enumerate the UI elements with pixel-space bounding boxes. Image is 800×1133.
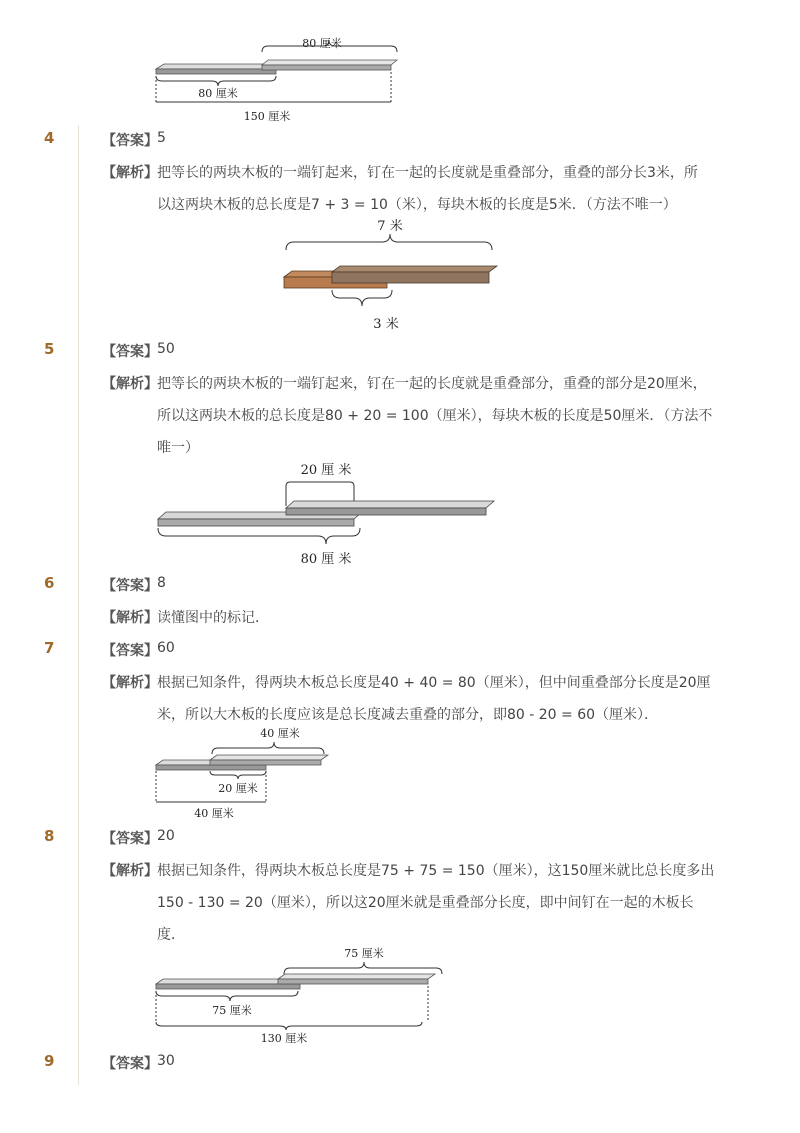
- analysis-label: 【解析】: [102, 165, 158, 181]
- left-rule: [78, 125, 79, 1085]
- top-fig-label-mid: 80 厘米: [198, 87, 238, 100]
- analysis-label: 【解析】: [102, 376, 158, 392]
- answer-label: 【答案】: [102, 831, 158, 847]
- item-number: 5: [44, 340, 55, 358]
- item-number: 4: [44, 129, 55, 147]
- item5-label-top: 20 厘 米: [300, 463, 352, 478]
- answer-value: 50: [157, 341, 175, 357]
- analysis-line: 把等长的两块木板的一端钉起来，钉在一起的长度就是重叠部分，重叠的部分是20厘米，: [157, 376, 707, 392]
- top-fig-label-bottom: 150 厘米: [243, 110, 291, 123]
- item-number: 9: [44, 1052, 55, 1070]
- analysis-line: 以这两块木板的总长度是7 + 3 = 10（米），每块木板的长度是5米．（方法不唯一）: [157, 197, 677, 213]
- analysis-line: 米，所以大木板的长度应该是总长度减去重叠的部分，即80 - 20 = 60（厘米）．: [157, 707, 659, 723]
- analysis-line: 度．: [157, 927, 185, 943]
- item8-label-bottom: 130 厘米: [260, 1032, 308, 1045]
- analysis-line: 读懂图中的标记．: [157, 610, 269, 626]
- answer-value: 8: [157, 575, 166, 591]
- item5-label-bottom: 80 厘 米: [300, 552, 352, 567]
- item5-board-figure: [152, 456, 502, 572]
- answer-label: 【答案】: [102, 643, 158, 659]
- answer-value: 30: [157, 1053, 175, 1069]
- top-fig-label-top: 80 厘米: [302, 37, 342, 50]
- answer-label: 【答案】: [102, 1056, 158, 1072]
- answer-value: 5: [157, 130, 166, 146]
- item7-label-top: 40 厘米: [260, 727, 300, 740]
- answer-value: 60: [157, 640, 175, 656]
- analysis-line: 唯一）: [157, 440, 199, 456]
- answer-label: 【答案】: [102, 344, 158, 360]
- answer-value: 20: [157, 828, 175, 844]
- item-number: 8: [44, 827, 55, 845]
- item-number: 7: [44, 639, 55, 657]
- analysis-line: 根据已知条件，得两块木板总长度是40 + 40 = 80（厘米），但中间重叠部分长度是20厘: [157, 675, 711, 691]
- item7-board-figure: [150, 724, 340, 824]
- analysis-line: 把等长的两块木板的一端钉起来，钉在一起的长度就是重叠部分，重叠的部分长3米，所: [157, 165, 698, 181]
- analysis-label: 【解析】: [102, 610, 158, 626]
- item4-board-figure: [280, 214, 510, 334]
- analysis-line: 150 - 130 = 20（厘米），所以这20厘米就是重叠部分长度，即中间钉在一起的木板长: [157, 895, 694, 911]
- answer-label: 【答案】: [102, 133, 158, 149]
- item7-label-bottom: 40 厘米: [194, 807, 234, 820]
- item4-label-bottom: 3 米: [373, 317, 399, 332]
- item8-label-top: 75 厘米: [344, 947, 384, 960]
- item7-label-mid: 20 厘米: [218, 782, 258, 795]
- item8-label-mid: 75 厘米: [212, 1004, 252, 1017]
- item8-board-figure: [150, 944, 450, 1048]
- item4-label-top: 7 米: [377, 219, 403, 234]
- analysis-line: 所以这两块木板的总长度是80 + 20 = 100（厘米），每块木板的长度是50厘米．（方法不: [157, 408, 713, 424]
- answer-label: 【答案】: [102, 578, 158, 594]
- item-number: 6: [44, 574, 55, 592]
- top-board-figure: [150, 36, 410, 124]
- analysis-label: 【解析】: [102, 863, 158, 879]
- analysis-line: 根据已知条件，得两块木板总长度是75 + 75 = 150（厘米），这150厘米就比总长度多出: [157, 863, 715, 879]
- analysis-label: 【解析】: [102, 675, 158, 691]
